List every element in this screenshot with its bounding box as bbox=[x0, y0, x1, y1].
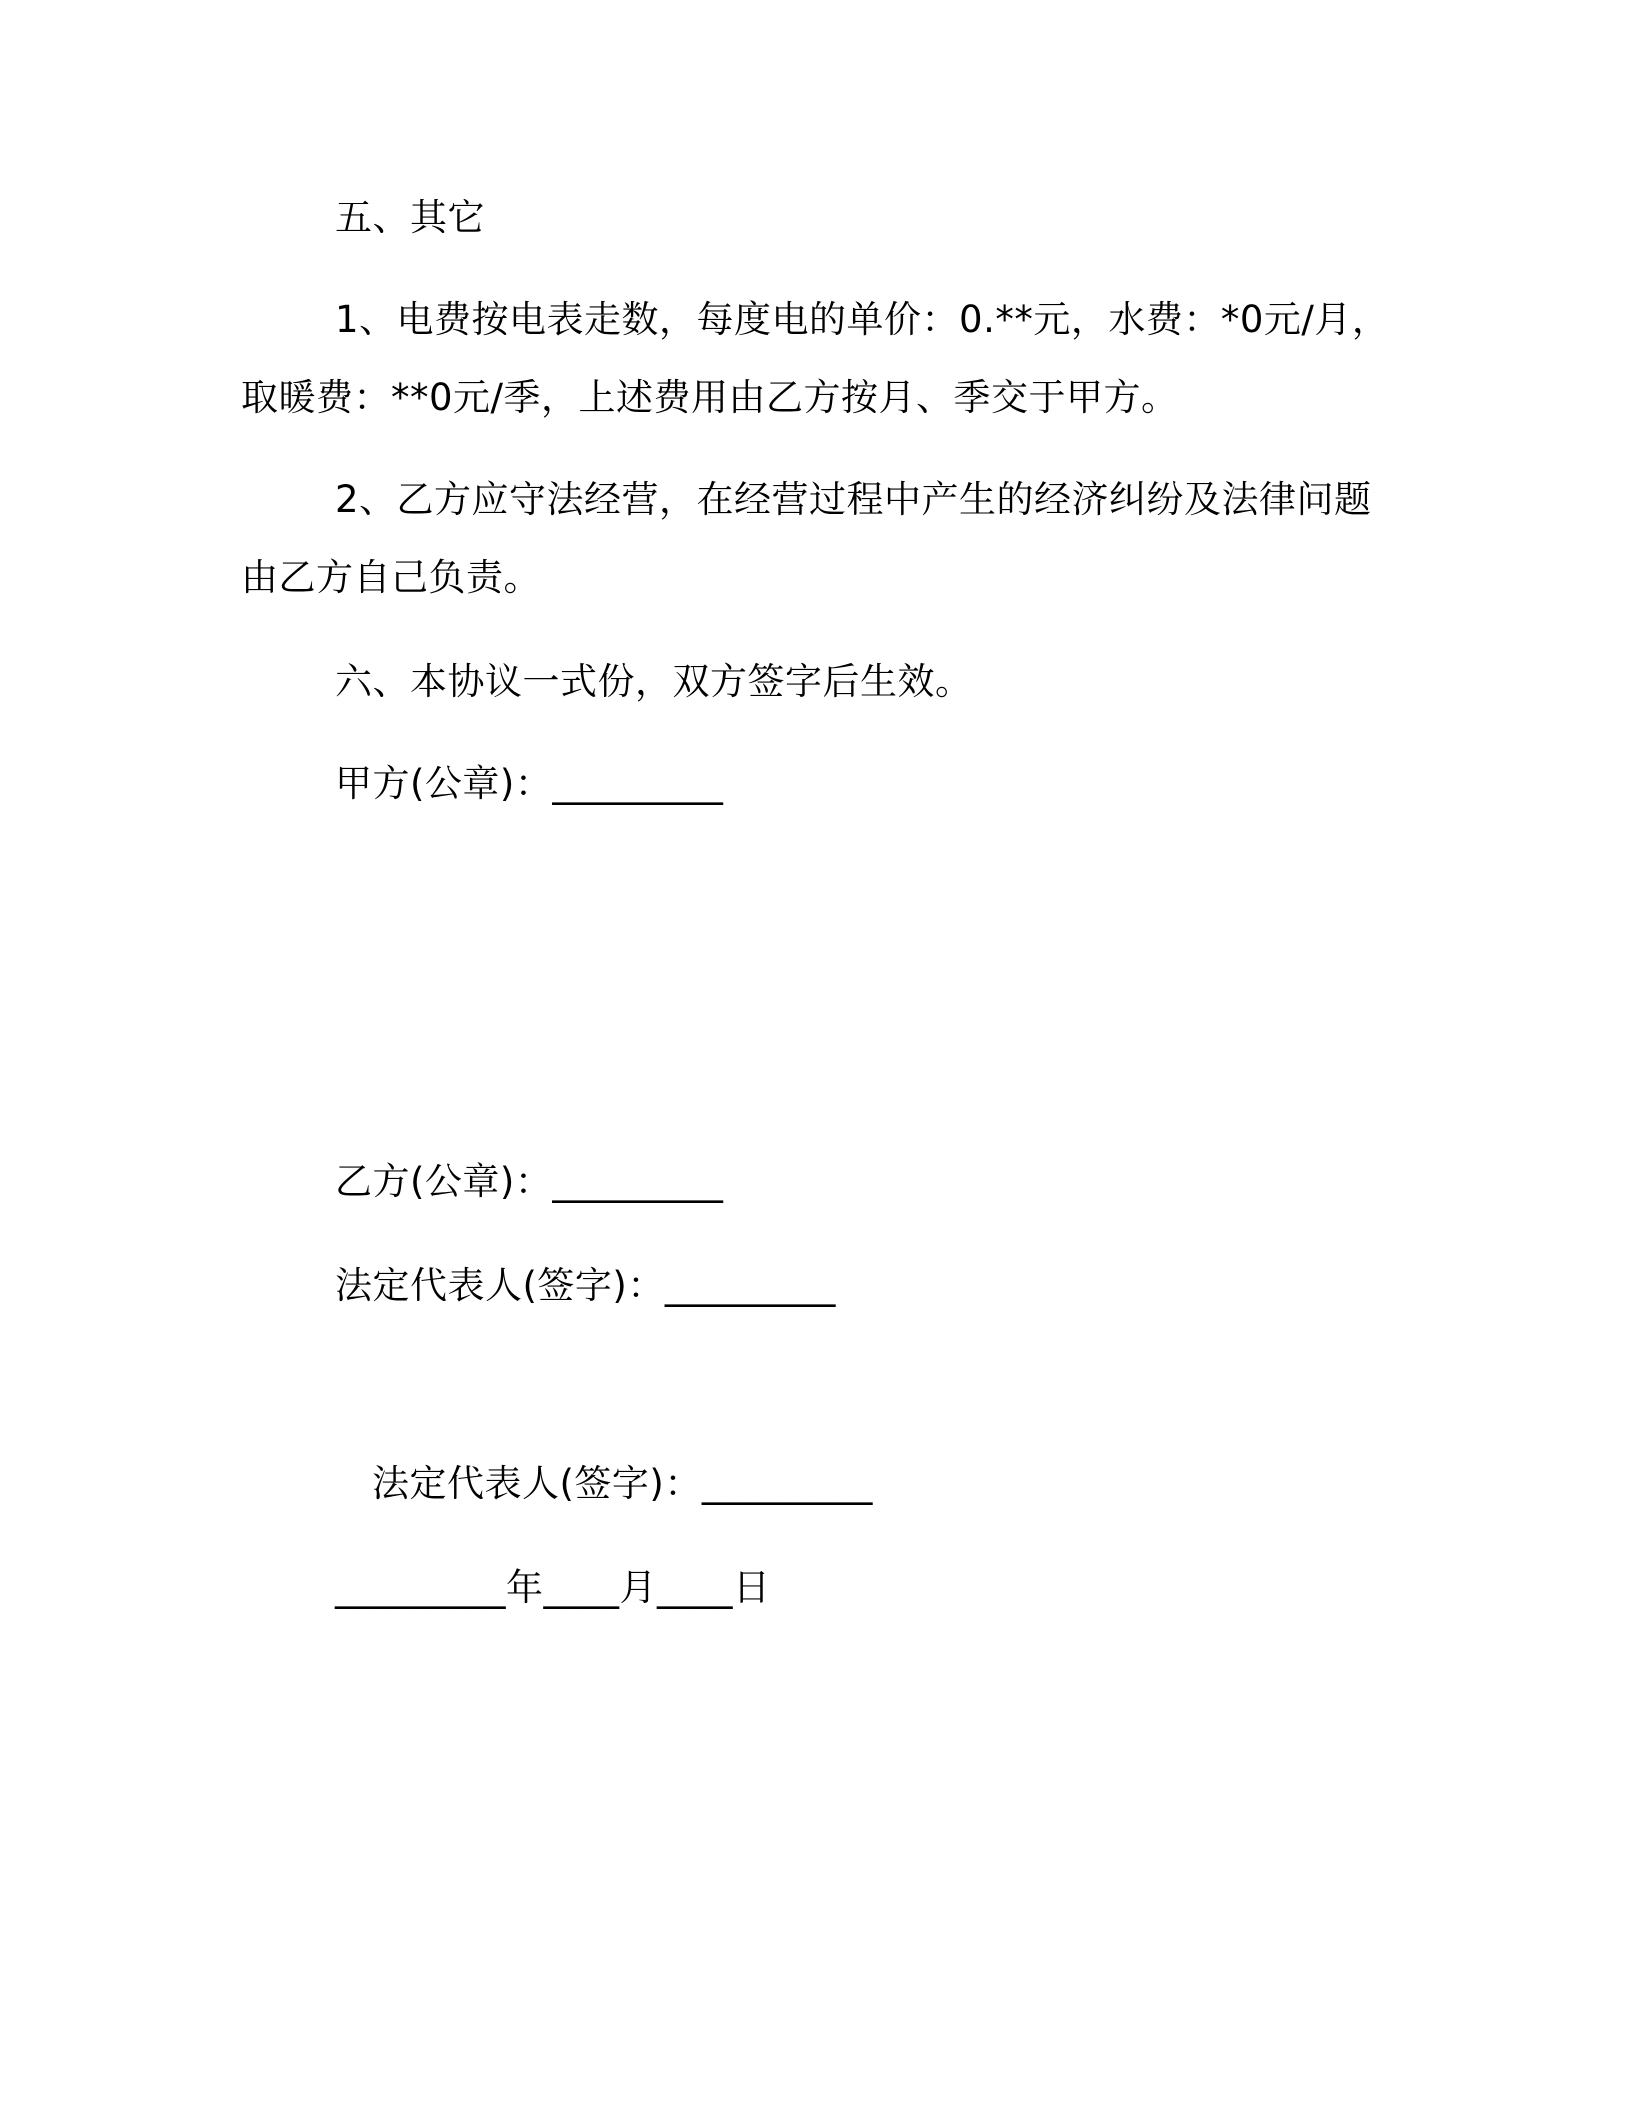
party-a-seal: 甲方(公章)：_________ bbox=[335, 762, 724, 805]
item-1-line-2: 取暖费：**0元/季，上述费用由乙方按月、季交于甲方。 bbox=[241, 376, 1179, 419]
legal-rep-signature-2: 法定代表人(签字)：_________ bbox=[372, 1462, 873, 1505]
section-5-heading: 五、其它 bbox=[335, 196, 485, 239]
date-line: _________年____月____日 bbox=[335, 1566, 771, 1609]
item-1-line-1: 1、电费按电表走数，每度电的单价：0.**元，水费：*0元/月， bbox=[335, 298, 1390, 341]
legal-rep-signature-1: 法定代表人(签字)：_________ bbox=[335, 1264, 836, 1307]
item-2-line-1: 2、乙方应守法经营，在经营过程中产生的经济纠纷及法律问题 bbox=[335, 478, 1372, 521]
party-b-seal: 乙方(公章)：_________ bbox=[335, 1160, 724, 1203]
item-2-line-2: 由乙方自己负责。 bbox=[241, 556, 541, 599]
section-6: 六、本协议一式份，双方签字后生效。 bbox=[335, 660, 973, 703]
